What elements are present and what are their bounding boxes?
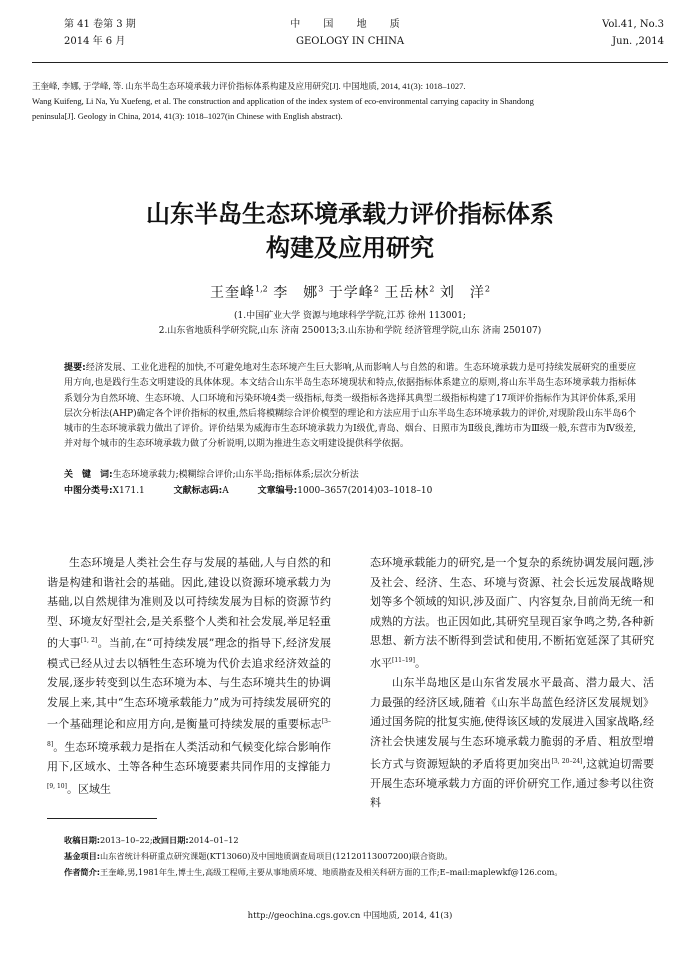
body-paragraph <box>47 553 331 799</box>
author-name: 于学峰 <box>328 285 374 301</box>
author-list <box>0 282 700 302</box>
abstract-label: 提要: <box>64 363 86 373</box>
header-volume-en: Vol.41, No.3 <box>602 19 664 30</box>
page-footer: http://geochina.cgs.gov.cn 中国地质, 2014, 41(3) <box>247 911 453 921</box>
revised-date: 2014–01–12 <box>188 835 239 845</box>
footnote-dates <box>64 832 660 848</box>
header-date-zh: 2014 年 6 月 <box>64 36 126 47</box>
citation-zh: 王奎峰, 李娜, 于学峰, 等. 山东半岛生态环境承载力评价指标体系构建及应用研究[J]. 中国地质, 2014, 41(3): 1018–1027. <box>32 81 466 91</box>
author-name: 王奎峰 <box>210 285 256 301</box>
received-date: 2013–10–22; <box>100 835 153 845</box>
article-number-label: 文章编号: <box>257 486 298 496</box>
clc-number <box>64 486 145 496</box>
affiliations <box>0 309 700 339</box>
document-code-value: A <box>222 486 229 496</box>
footnote-author <box>64 864 660 880</box>
author-bio-label: 作者简介: <box>64 867 101 877</box>
reference-mark: [1, 2] <box>80 637 98 645</box>
footnote-fund <box>64 848 660 864</box>
body-text: 。当前,在“可持续发展”理念的指导下,经济发展模式已经从过去以牺牲生态环境为代价去追求经济效益的发展,逐步转变到以生态环境为本、与生态环境共生的协调发展上来,其中“生态环境承载能力”成为可持续发展研究的一个基础理论和应用方向,是衡量可持续发展的重要标志 <box>47 637 332 732</box>
affiliation-line-2: 2.山东省地质科学研究院,山东 济南 250013;3.山东协和学院 经济管理学院,山东 济南 250107) <box>158 326 542 336</box>
document-code <box>174 486 229 496</box>
body-text: ,这就迫切需要开展生态环境承载力方面的评价研究工作,通过参考以往资料 <box>370 757 654 810</box>
citation-block <box>32 79 668 124</box>
paper-title <box>0 197 700 265</box>
header-volume-zh: 第 41 卷第 3 期 <box>64 19 136 30</box>
body-paragraph <box>370 673 654 813</box>
author-bio-text: 王奎峰,男,1981年生,博士生,高级工程师,主要从事地质环境、地质勘查及相关科研方面的工作;E–mail:maplewkf@126.com。 <box>100 867 563 877</box>
keywords-label: 关 键 词: <box>64 470 113 480</box>
clc-label: 中图分类号: <box>64 486 113 496</box>
citation-en-line2: peninsula[J]. Geology in China, 2014, 41(3): 1018–1027(in Chinese with English abstract). <box>32 111 343 121</box>
reference-mark: [3–8] <box>47 718 331 748</box>
fund-label: 基金项目: <box>64 851 101 861</box>
title-line-1: 山东半岛生态环境承载力评价指标体系 <box>146 200 554 228</box>
abstract-text: 经济发展、工业化进程的加快,不可避免地对生态环境产生巨大影响,从而影响人与自然的和谐。生态环境承载力是可持续发展研究的重要应用方向,也是践行生态文明建设的具体体现。本文结合山东半岛生态环境现状和特点,依据指标体系建立的原则,将山东半岛生态环境承载力指标体系划分为自然环境、生态环境、人口环境和污染环境4类一级指标,每类一级指标各选择其典型二级指标构建了17项评价指标作为其评价体系,采用层次分析法(AHP)确定各个评价指标的权重,然后将模糊综合评价模型的理论和方法应用于山东半岛生态环境承载力的评价,对现阶段山东半岛6个城市的生态环境承载力做出了评价。评价结果为威海市生态环境承载力为Ⅰ级优,青岛、烟台、日照市为Ⅱ级良,潍坊市为Ⅲ级一般,东营市为Ⅳ级差,并对每个城市的生态环境承载力做了分析说明,以期为推进生态文明建设提供科学依据。 <box>64 363 636 450</box>
footnotes <box>64 832 660 880</box>
article-number <box>258 486 433 496</box>
header-journal-en: GEOLOGY IN CHINA <box>295 36 405 47</box>
article-number-value: 1000–3657(2014)03–1018–10 <box>297 486 433 496</box>
received-label: 收稿日期: <box>64 835 101 845</box>
body-text: 山东半岛地区是山东省发展水平最高、潜力最大、活力最强的经济区域,随着《山东半岛蓝色经济区发展规划》通过国务院的批复实施,使得该区域的发展进入国家战略,经济社会快速发展与生态环境承载力脆弱的矛盾、粗放型增长方式与资源短缺的矛盾将更加突出 <box>370 676 654 771</box>
body-text: 。区域生 <box>66 782 111 796</box>
affiliation-line-1: (1.中国矿业大学 资源与地球科学学院,江苏 徐州 113001; <box>234 311 466 321</box>
header-date-en: Jun. ,2014 <box>612 36 664 47</box>
document-code-label: 文献标志码: <box>173 486 223 496</box>
reference-mark: [9, 10] <box>47 782 67 790</box>
abstract <box>64 361 636 453</box>
reference-mark: [3, 20–24] <box>551 757 583 765</box>
classification-line <box>64 483 458 496</box>
author-name: 刘 洋 <box>439 285 485 301</box>
body-text: 态环境承载能力的研究,是一个复杂的系统协调发展问题,涉及社会、经济、生态、环境与资源、社会长远发展战略规划等多个领域的知识,涉及面广、内容复杂,目前尚无统一和成熟的方法。也正因如此,其研究呈现百家争鸣之势,各种新思想、新方法不断得到尝试和使用,不断拓宽延深了其研究水平 <box>370 556 654 670</box>
running-header <box>32 12 668 63</box>
fund-text: 山东省统计科研重点研究课题(KT13060)及中国地质调查局项目(12120113007200)联合资助。 <box>100 851 453 861</box>
reference-mark: [11–19] <box>392 656 415 664</box>
body-column-left <box>47 553 331 799</box>
author-affiliation-mark: 2 <box>373 284 379 294</box>
author-name: 王岳林 <box>384 285 430 301</box>
footnote-divider <box>47 818 157 819</box>
author-affiliation-mark: 2 <box>484 284 490 294</box>
author-name: 李 娜 <box>273 285 319 301</box>
keywords-text: 生态环境承载力;模糊综合评价;山东半岛;指标体系;层次分析法 <box>112 470 359 480</box>
citation-en-line1: Wang Kuifeng, Li Na, Yu Xuefeng, et al. The construction and application of the index system of eco-environmental carrying capacity in Shandong <box>32 96 534 106</box>
revised-label: 改回日期: <box>152 835 189 845</box>
header-right <box>602 16 664 50</box>
author-affiliation-mark: 2 <box>429 284 435 294</box>
body-text: 生态环境是人类社会生存与发展的基础,人与自然的和谐是构建和谐社会的基础。因此,建设以资源环境承载力为基础,以自然规律为准则及以可持续发展为目标的资源节约型、环境友好型社会,是关系整个人类和社会发展,举足轻重的大事 <box>47 556 331 651</box>
body-column-right <box>370 553 654 813</box>
header-journal-zh: 中 国 地 质 <box>290 19 410 30</box>
author-affiliation-mark: 1,2 <box>255 284 268 294</box>
body-text: 。生态环境承载力是指在人类活动和气候变化综合影响作用下,区域水、土等各种生态环境要素共同作用的支撑能力 <box>47 740 331 773</box>
header-center <box>32 16 668 50</box>
body-paragraph <box>370 553 654 673</box>
body-text: 。 <box>414 656 426 670</box>
author-affiliation-mark: 3 <box>318 284 324 294</box>
clc-value: X171.1 <box>112 486 145 496</box>
keywords <box>64 467 359 480</box>
title-line-2: 构建及应用研究 <box>266 234 434 262</box>
